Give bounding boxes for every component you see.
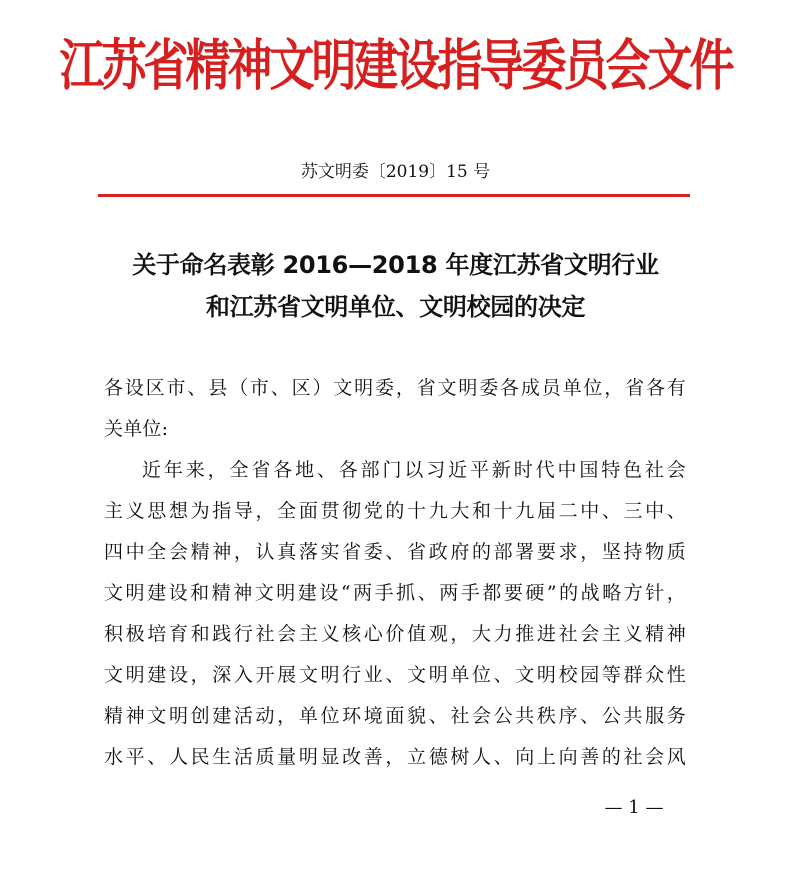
document-number: 苏文明委〔2019〕15 号 [300, 162, 491, 182]
issuer-heading: 江苏省精神文明建设指导委员会文件 [59, 33, 732, 99]
body-line: 水平、人民生活质量明显改善，立德树人、向上向善的社会风 [104, 746, 686, 768]
red-divider-line [98, 194, 690, 197]
body-line: 关单位: [104, 418, 169, 440]
body-line: 各设区市、县（市、区）文明委，省文明委各成员单位，省各有 [104, 377, 686, 399]
body-line: 近年来，全省各地、各部门以习近平新时代中国特色社会 [142, 459, 686, 481]
body-line: 主义思想为指导，全面贯彻党的十九大和十九届二中、三中、 [104, 500, 686, 522]
body-line: 积极培育和践行社会主义核心价值观，大力推进社会主义精神 [104, 623, 686, 645]
body-line: 文明建设和精神文明建设“两手抓、两手都要硬”的战略方针， [104, 582, 686, 604]
document-title [60, 244, 731, 328]
body-line: 精神文明创建活动，单位环境面貌、社会公共秩序、公共服务 [104, 705, 686, 727]
title-line: 关于命名表彰 2016—2018 年度江苏省文明行业 [132, 251, 659, 279]
body-line: 文明建设，深入开展文明行业、文明单位、文明校园等群众性 [104, 664, 686, 686]
page-number: — 1 — [604, 797, 664, 818]
title-line: 和江苏省文明单位、文明校园的决定 [205, 293, 586, 321]
body-line: 四中全会精神，认真落实省委、省政府的部署要求，坚持物质 [104, 541, 686, 563]
document-body [104, 368, 686, 778]
